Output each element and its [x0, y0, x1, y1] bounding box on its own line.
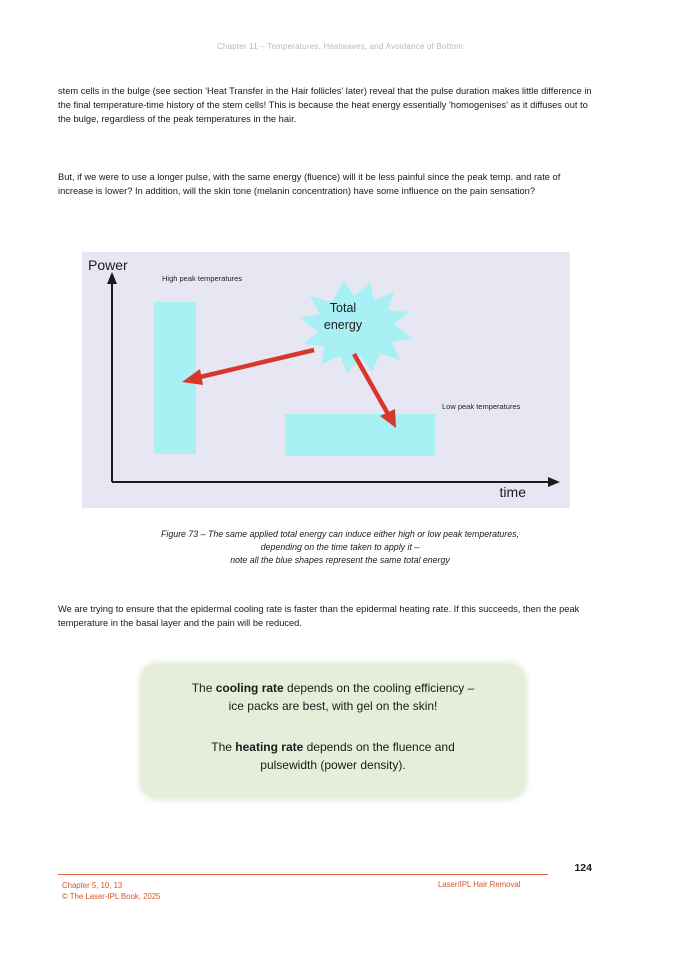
callout-heating-term: heating rate: [235, 740, 304, 754]
callout-cooling-line2: ice packs are best, with gel on the skin!: [228, 699, 438, 713]
caption-line-2: depending on the time taken to apply it –: [260, 542, 420, 552]
body-paragraph-2: But, if we were to use a longer pulse, with the same energy (fluence) will it be less painful since the peak temp. and rate of increase is lower? In addition, will the skin tone (melanin concentration) have some influence on the pain sensation?: [58, 172, 561, 196]
figure-graphic: [82, 252, 570, 508]
arrow-to-high-peak: [196, 350, 314, 378]
page-number: 124: [574, 862, 592, 874]
low-peak-label: Low peak temperatures: [442, 402, 521, 411]
x-axis-arrowhead: [548, 477, 560, 487]
low-peak-shape: [285, 414, 435, 456]
callout-heating-post: depends on the fluence and: [303, 740, 455, 754]
caption-line-3: note all the blue shapes represent the same total energy: [230, 555, 450, 565]
y-axis-label: Power: [88, 257, 128, 273]
high-peak-label: High peak temperatures: [162, 274, 243, 283]
x-axis-label: time: [499, 484, 526, 500]
callout-cooling-pre: The: [191, 681, 216, 695]
power-time-figure: [82, 252, 570, 508]
footer-copyright: © The Laser-IPL Book, 2025: [62, 892, 161, 901]
y-axis-arrowhead: [107, 272, 117, 284]
body-paragraph-3: We are trying to ensure that the epidermal cooling rate is faster than the epidermal heating rate. If this succeeds, then the peak temperature in the basal layer and the pain will be reduced.: [58, 604, 580, 628]
figure-caption: [60, 528, 620, 567]
caption-line-1: Figure 73 – The same applied total energy can induce either high or low peak temperatures,: [161, 529, 519, 539]
callout-box: [141, 664, 525, 798]
callout-cooling-term: cooling rate: [215, 681, 284, 695]
callout-cooling: [141, 679, 525, 715]
running-header: Chapter 11 – Temperatures, Heatwaves, and Avoidance of Bottom: [216, 42, 464, 51]
total-energy-label: Total energy: [323, 301, 363, 332]
footer-rule: [58, 874, 548, 875]
callout-cooling-post: depends on the cooling efficiency –: [283, 681, 475, 695]
footer-chapter-ref: Chapter 5, 10, 13: [62, 881, 123, 890]
body-paragraph-1: stem cells in the bulge (see section 'Heat Transfer in the Hair follicles' later) reveal that the pulse duration makes little difference in the final temperature-time history of the stem cells! This is because the heat energy essentially 'homogenises' as it diffuses out to the bulge, regardless of the peak temperatures in the hair.: [58, 86, 592, 124]
footer-left: [62, 880, 161, 902]
callout-heating-pre: The: [211, 740, 236, 754]
footer-book-title: Laser/IPL Hair Removal: [438, 880, 521, 889]
callout-heating-line2: pulsewidth (power density).: [260, 758, 406, 772]
callout-heating: [141, 738, 525, 774]
